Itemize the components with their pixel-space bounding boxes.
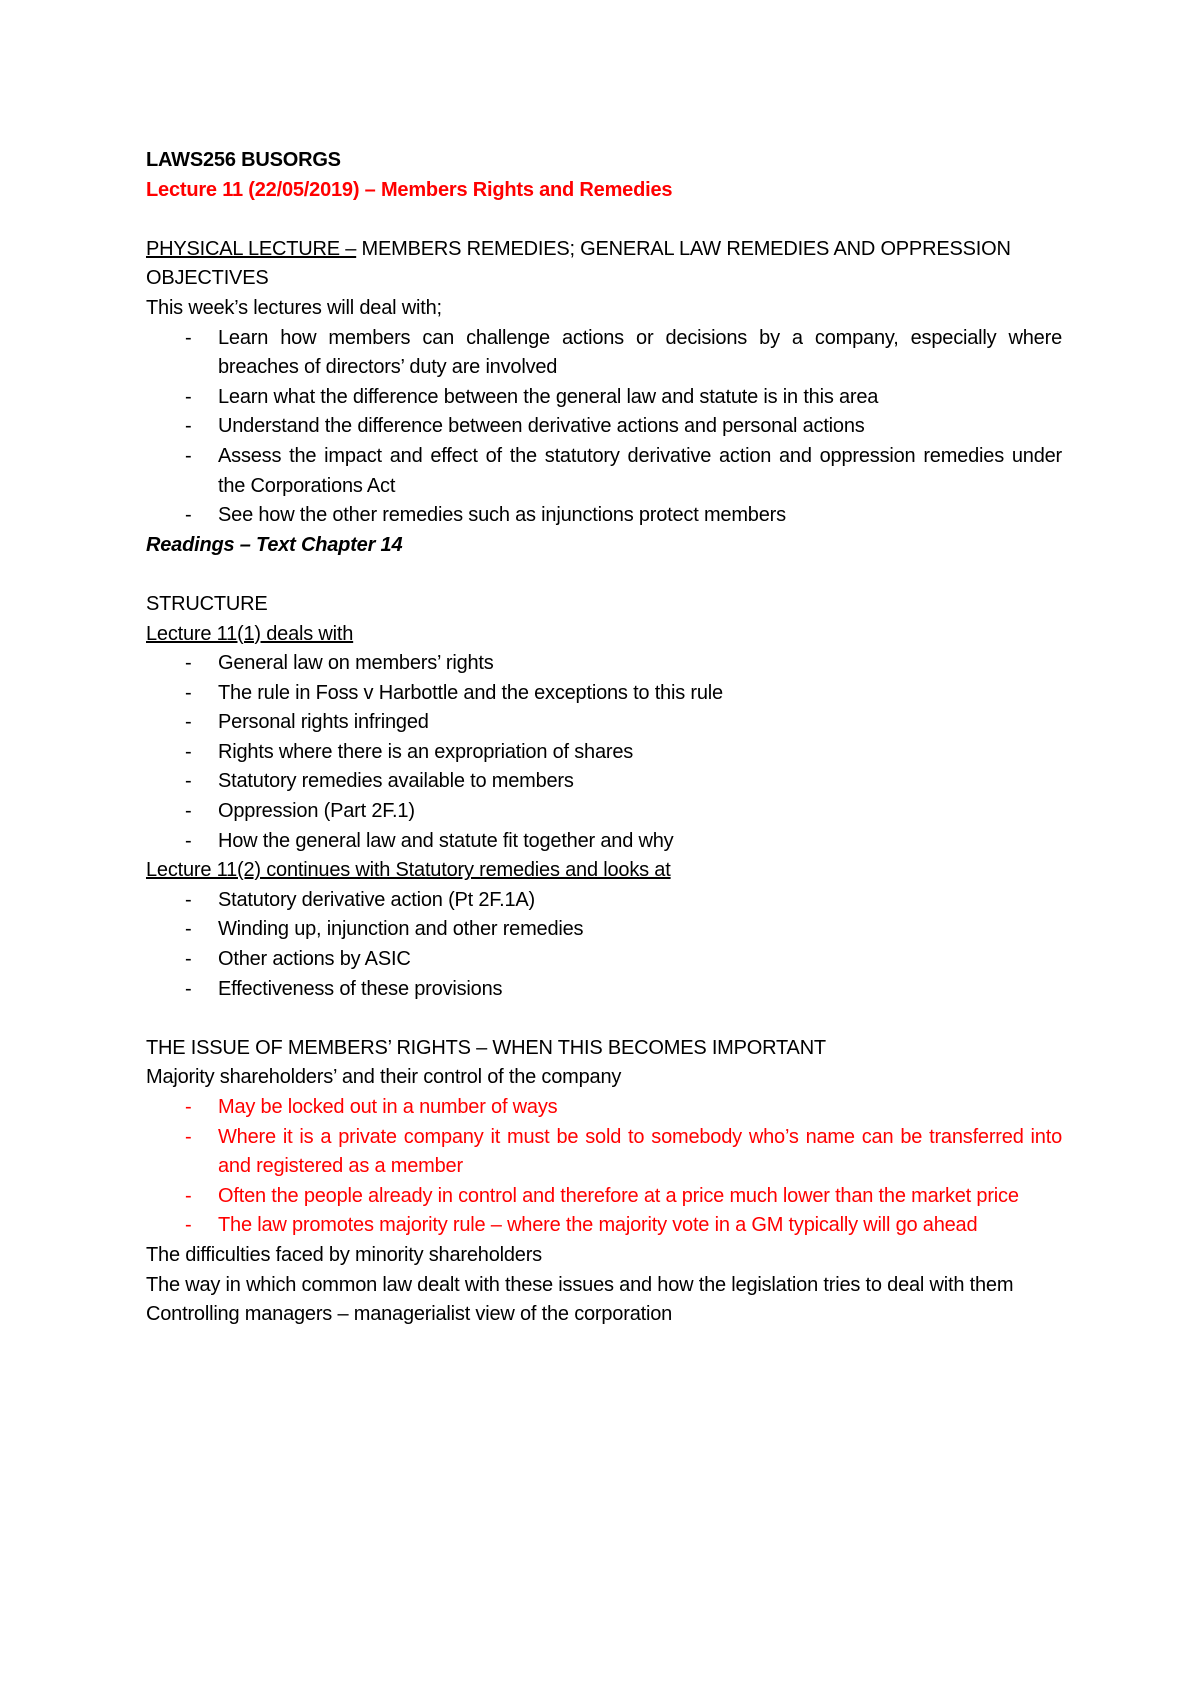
lecture2-heading: Lecture 11(2) continues with Statutory remedies and looks at bbox=[146, 859, 671, 882]
list-item-text: How the general law and statute fit together and why bbox=[218, 829, 674, 852]
list-item bbox=[146, 738, 1062, 768]
list-item bbox=[146, 945, 1062, 975]
physical-lecture-label: PHYSICAL LECTURE – bbox=[146, 237, 357, 260]
spacer bbox=[146, 205, 1062, 235]
list-item-text: Statutory derivative action (Pt 2F.1A) bbox=[218, 888, 535, 911]
dash-marker: - bbox=[185, 977, 192, 1000]
list-item bbox=[146, 649, 1062, 679]
list-item bbox=[146, 975, 1062, 1005]
dash-marker: - bbox=[185, 888, 192, 911]
list-item-text: General law on members’ rights bbox=[218, 652, 494, 675]
majority-red-list bbox=[146, 1093, 1062, 1241]
list-item bbox=[146, 1093, 1062, 1123]
list-item-text: The rule in Foss v Harbottle and the exceptions to this rule bbox=[218, 681, 723, 704]
list-item bbox=[146, 383, 1062, 413]
list-item-text: Understand the difference between derivative actions and personal actions bbox=[218, 415, 865, 438]
issue-heading: THE ISSUE OF MEMBERS’ RIGHTS – WHEN THIS BECOMES IMPORTANT bbox=[146, 1036, 826, 1059]
document-body bbox=[146, 146, 1062, 1330]
list-item-text: Oppression (Part 2F.1) bbox=[218, 800, 415, 823]
list-item-text: Personal rights infringed bbox=[218, 711, 429, 734]
dash-marker: - bbox=[185, 1184, 192, 1207]
list-item bbox=[146, 324, 1062, 383]
physical-lecture-topic: MEMBERS REMEDIES; GENERAL LAW REMEDIES AND OPPRESSION bbox=[356, 237, 1011, 260]
dash-marker: - bbox=[185, 1096, 192, 1118]
list-item-text: Winding up, injunction and other remedies bbox=[218, 918, 584, 941]
dash-marker: - bbox=[185, 681, 192, 704]
dash-marker: - bbox=[185, 1125, 192, 1148]
majority-line: Majority shareholders’ and their control of the company bbox=[146, 1066, 622, 1089]
list-item bbox=[146, 412, 1062, 442]
list-item-text: Assess the impact and effect of the statutory derivative action and oppression remedies under the Corporations Act bbox=[218, 444, 1062, 497]
dash-marker: - bbox=[185, 740, 192, 763]
list-item bbox=[146, 915, 1062, 945]
dash-marker: - bbox=[185, 770, 192, 793]
list-item-text: Other actions by ASIC bbox=[218, 948, 411, 971]
dash-marker: - bbox=[185, 948, 192, 971]
lecture-title: Lecture 11 (22/05/2019) – Members Rights and Remedies bbox=[146, 178, 673, 201]
list-item-text: Rights where there is an expropriation of shares bbox=[218, 740, 634, 763]
minority-line: The difficulties faced by minority shareholders bbox=[146, 1243, 542, 1266]
dash-marker: - bbox=[185, 800, 192, 823]
objectives-intro: This week’s lectures will deal with; bbox=[146, 296, 442, 319]
spacer bbox=[146, 1004, 1062, 1034]
physical-lecture-heading bbox=[146, 235, 1062, 265]
list-item-text: Where it is a private company it must be sold to somebody who’s name can be transferred into and registered as a member bbox=[218, 1125, 1062, 1178]
list-item bbox=[146, 442, 1062, 501]
dash-marker: - bbox=[185, 504, 192, 527]
list-item-text: Learn what the difference between the general law and statute is in this area bbox=[218, 385, 879, 408]
list-item bbox=[146, 767, 1062, 797]
dash-marker: - bbox=[185, 711, 192, 734]
dash-marker: - bbox=[185, 652, 192, 675]
list-item bbox=[146, 886, 1062, 916]
readings-note: Readings – Text Chapter 14 bbox=[146, 533, 403, 556]
list-item-text: See how the other remedies such as injunctions protect members bbox=[218, 504, 786, 527]
dash-marker: - bbox=[185, 918, 192, 941]
dash-marker: - bbox=[185, 385, 192, 408]
list-item-text: Effectiveness of these provisions bbox=[218, 977, 503, 1000]
list-item bbox=[146, 501, 1062, 531]
list-item bbox=[146, 1182, 1062, 1212]
lecture1-heading: Lecture 11(1) deals with bbox=[146, 622, 354, 645]
dash-marker: - bbox=[185, 829, 192, 852]
dash-marker: - bbox=[185, 326, 192, 349]
list-item bbox=[146, 827, 1062, 857]
list-item-text: Statutory remedies available to members bbox=[218, 770, 574, 793]
lecture2-list bbox=[146, 886, 1062, 1004]
spacer bbox=[146, 560, 1062, 590]
dash-marker: - bbox=[185, 444, 192, 467]
list-item bbox=[146, 708, 1062, 738]
managers-line: Controlling managers – managerialist view of the corporation bbox=[146, 1303, 673, 1326]
list-item-text: Learn how members can challenge actions or decisions by a company, especially where breaches of directors’ duty are involved bbox=[218, 326, 1062, 379]
common-law-line: The way in which common law dealt with these issues and how the legislation tries to deal with them bbox=[146, 1273, 1014, 1296]
list-item-text: May be locked out in a number of ways bbox=[218, 1096, 558, 1118]
list-item bbox=[146, 1123, 1062, 1182]
list-item-text: The law promotes majority rule – where the majority vote in a GM typically will go ahead bbox=[218, 1214, 978, 1237]
structure-heading: STRUCTURE bbox=[146, 592, 268, 615]
course-code: LAWS256 BUSORGS bbox=[146, 149, 341, 171]
list-item-text: Often the people already in control and therefore at a price much lower than the market price bbox=[218, 1184, 1019, 1207]
objectives-heading: OBJECTIVES bbox=[146, 267, 269, 290]
lecture1-list bbox=[146, 649, 1062, 856]
list-item bbox=[146, 679, 1062, 709]
dash-marker: - bbox=[185, 415, 192, 438]
list-item bbox=[146, 797, 1062, 827]
list-item bbox=[146, 1211, 1062, 1241]
dash-marker: - bbox=[185, 1214, 192, 1237]
objectives-list bbox=[146, 324, 1062, 531]
